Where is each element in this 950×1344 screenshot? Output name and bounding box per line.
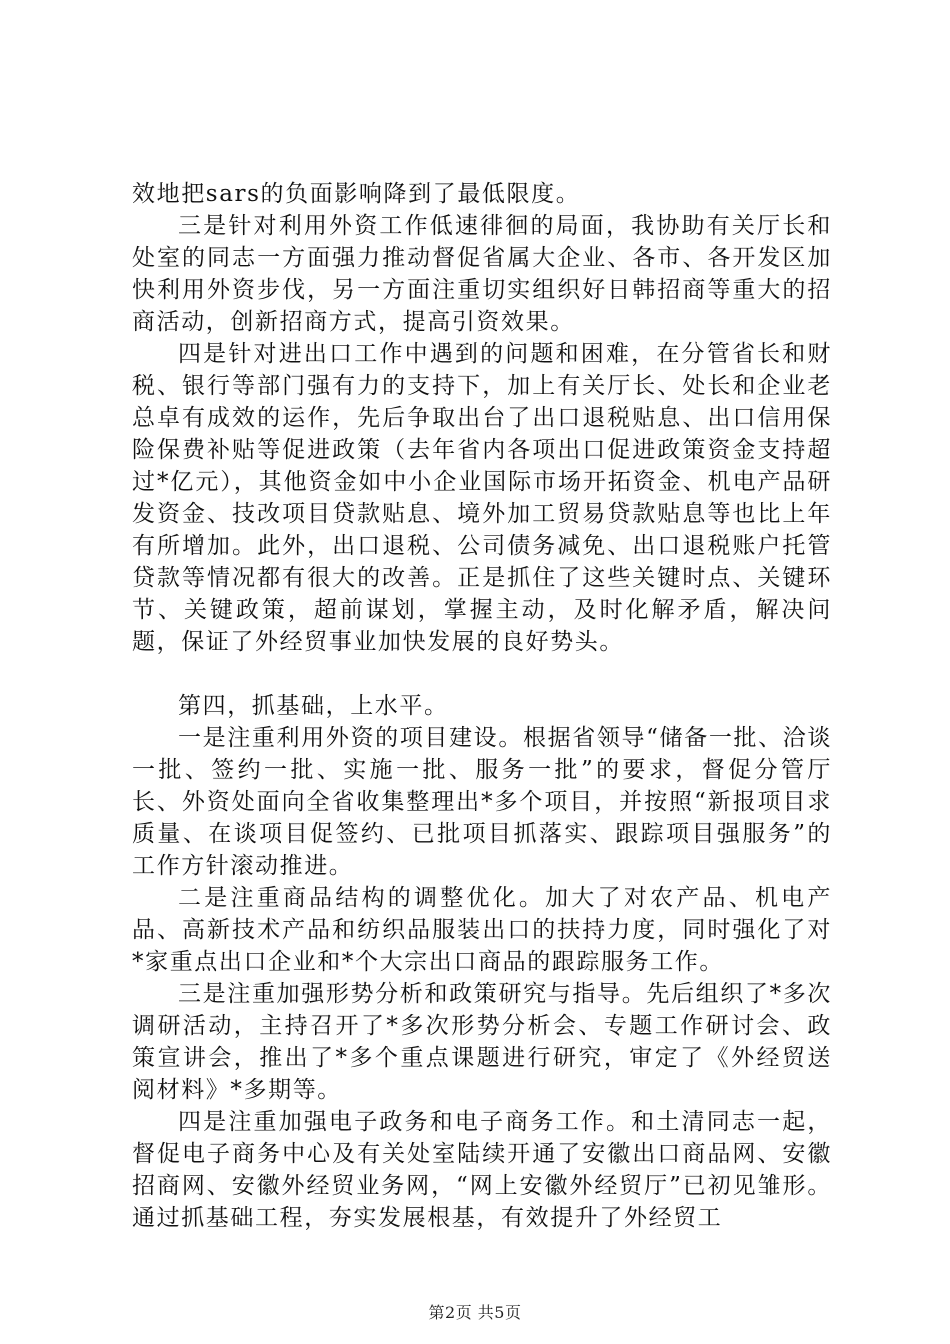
paragraph-policy-research: 三是注重加强形势分析和政策研究与指导。先后组织了*多次调研活动，主持召开了*多次形势分析会、专题工作研讨会、政策宣讲会，推出了*多个重点课题进行研究，审定了《外经贸送阅材料》*多期等。 bbox=[132, 981, 832, 1103]
document-body bbox=[132, 178, 832, 1234]
paragraph-continuation: 效地把sars的负面影响降到了最低限度。 bbox=[132, 181, 581, 207]
section-heading-fourth: 第四，抓基础，上水平。 bbox=[178, 693, 449, 719]
paragraph-e-government: 四是注重加强电子政务和电子商务工作。和土清同志一起，督促电子商务中心及有关处室陆续开通了安徽出口商品网、安徽招商网、安徽外经贸业务网，“网上安徽外经贸厅”已初见雏形。通过抓基础工程，夯实发展根基，有效提升了外经贸工 bbox=[132, 1109, 832, 1231]
page-number-footer: 第2页 共5页 bbox=[428, 1303, 522, 1322]
paragraph-import-export: 四是针对进出口工作中遇到的问题和困难，在分管省长和财税、银行等部门强有力的支持下，加上有关厅长、处长和企业老总卓有成效的运作，先后争取出台了出口退税贴息、出口信用保险保费补贴等促进政策（去年省内各项出口促进政策资金支持超过*亿元），其他资金如中小企业国际市场开拓资金、机电产品研发资金、技改项目贷款贴息、境外加工贸易贷款贴息等也比上年有所增加。此外，出口退税、公司债务减免、出口退税账户托管贷款等情况都有很大的改善。正是抓住了这些关键时点、关键环节、关键政策，超前谋划，掌握主动，及时化解矛盾，解决问题，保证了外经贸事业加快发展的良好势头。 bbox=[132, 341, 832, 655]
paragraph-product-structure: 二是注重商品结构的调整优化。加大了对农产品、机电产品、高新技术产品和纺织品服装出口的扶持力度，同时强化了对*家重点出口企业和*个大宗出口商品的跟踪服务工作。 bbox=[132, 885, 832, 975]
paragraph-foreign-investment: 三是针对利用外资工作低速徘徊的局面，我协助有关厅长和处室的同志一方面强力推动督促省属大企业、各市、各开发区加快利用外资步伐，另一方面注重切实组织好日韩招商等重大的招商活动，创新招商方式，提高引资效果。 bbox=[132, 213, 832, 335]
paragraph-project-construction: 一是注重利用外资的项目建设。根据省领导“储备一批、洽谈一批、签约一批、实施一批、服务一批”的要求，督促分管厅长、外资处面向全省收集整理出*多个项目，并按照“新报项目求质量、在谈项目促签约、已批项目抓落实、跟踪项目强服务”的工作方针滚动推进。 bbox=[132, 725, 832, 879]
